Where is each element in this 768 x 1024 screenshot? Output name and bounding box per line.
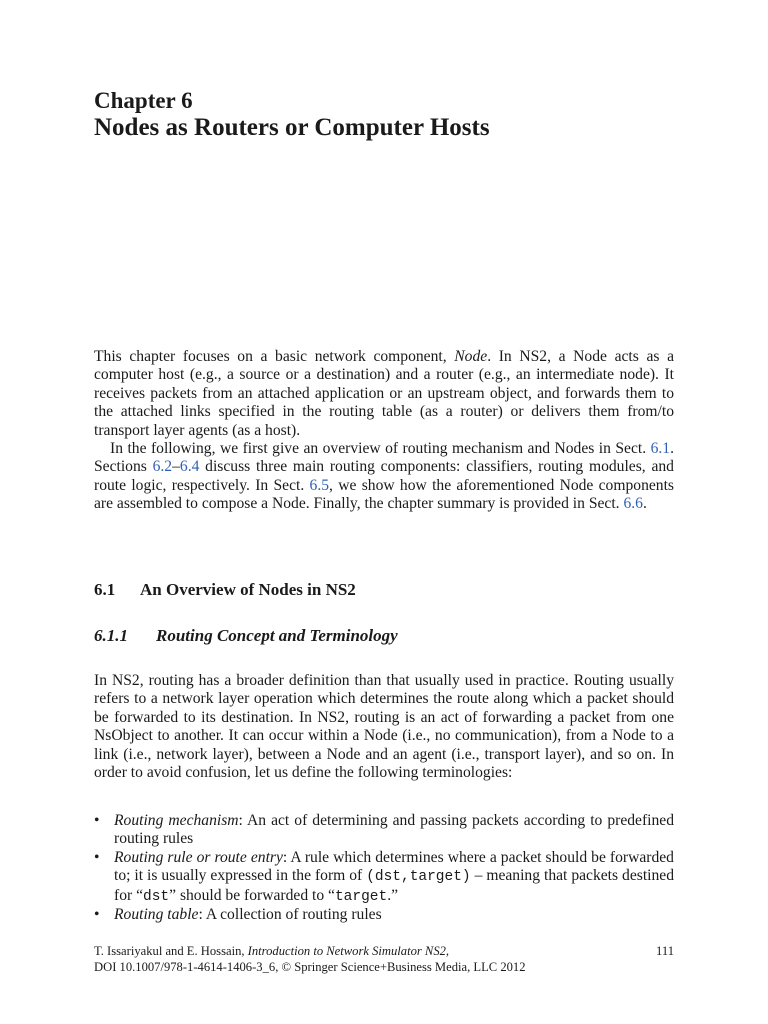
page-footer	[94, 944, 674, 975]
chapter-label: Chapter 6	[94, 88, 193, 113]
definition: ” should be forwarded to “	[169, 886, 335, 904]
code-dst-target: (dst,target)	[366, 869, 471, 886]
subsection-number: 6.1.1	[94, 626, 128, 645]
footer-punctuation: ,	[445, 944, 450, 958]
term: Routing mechanism	[114, 812, 239, 829]
list-item	[94, 812, 674, 849]
routing-section	[94, 672, 674, 782]
section-title: An Overview of Nodes in NS2	[140, 580, 356, 599]
intro-text: , we show how the aforementioned Node components are assembled to compose a Node. Finally, the chapter summary is provided in Sect.	[94, 476, 674, 513]
bullet-icon: •	[94, 812, 100, 829]
intro-paragraph-1	[94, 348, 674, 440]
definition: : A rule which determines where a packet should be forwarded to; it is usually expressed in the form of	[114, 848, 674, 885]
section-heading-6-1	[94, 580, 356, 600]
section-link-6-4[interactable]: 6.4	[179, 458, 200, 476]
section-link-6-2[interactable]: 6.2	[152, 458, 173, 476]
term: Routing table	[114, 906, 199, 924]
definition: : An act of determining and passing packets according to predefined routing rules	[114, 812, 674, 848]
page-number: 111	[656, 944, 674, 958]
definition: – meaning that packets destined for “	[114, 867, 675, 904]
footer-doi: DOI 10.1007/978-1-4614-1406-3_6, © Springer Science+Business Media, LLC 2012	[94, 959, 526, 974]
footer-authors: T. Issariyakul and E. Hossain,	[94, 944, 248, 958]
bullet-icon: •	[94, 848, 100, 866]
subsection-heading-6-1-1	[94, 626, 398, 646]
node-emphasis: Node	[454, 348, 488, 365]
section-link-6-1[interactable]: 6.1	[650, 440, 671, 458]
chapter-title: Nodes as Routers or Computer Hosts	[94, 114, 490, 141]
intro-text: In the following, we first give an overview of routing mechanism and Nodes in Sect.	[110, 440, 651, 458]
section-link-6-5[interactable]: 6.5	[309, 476, 330, 494]
footer-book-title: Introduction to Network Simulator NS2	[247, 944, 446, 958]
routing-paragraph: In NS2, routing has a broader definition than that usually used in practice. Routing usually refers to a network layer operation which determines the route along which a packet should be forwarded to its destination. In NS2, routing is an act of forwarding a packet from one NsObject to another. It can occur within a Node (i.e., no communication), from a Node to a link (i.e., network layer), between a Node and an agent (i.e., transport layer), and so on. In order to avoid confusion, let us define the following terminologies:	[94, 672, 674, 782]
footer-citation	[94, 944, 674, 960]
code-dst: dst	[143, 888, 170, 905]
list-item	[94, 849, 674, 906]
intro-text: discuss three main routing components: classifiers, routing modules, and route logic, respectively. In Sect.	[94, 458, 674, 494]
intro-section	[94, 348, 674, 514]
intro-text: This chapter focuses on a basic network component,	[94, 348, 455, 365]
definition: .”	[387, 886, 399, 904]
list-item	[94, 906, 674, 924]
bullet-icon: •	[94, 906, 100, 924]
code-target: target	[334, 888, 388, 905]
intro-paragraph-2	[94, 440, 674, 514]
section-link-6-6[interactable]: 6.6	[623, 495, 643, 513]
definition: : A collection of routing rules	[198, 906, 382, 924]
term: Routing rule or route entry	[114, 848, 283, 866]
intro-text: . In NS2, a Node acts as a computer host (e.g., a source or a destination) and a router (e.g., an intermediate node). It receives packets from an attached application or an upstream object, and forwards them to the attached links specified in the routing table (as a router) or delivers them from/to transport layer agents (as a host).	[94, 348, 674, 439]
intro-text: .	[642, 495, 647, 513]
terminology-list	[94, 812, 674, 924]
subsection-title: Routing Concept and Terminology	[156, 626, 398, 645]
section-number: 6.1	[94, 580, 116, 599]
intro-text: . Sections	[94, 440, 674, 476]
range-dash: –	[172, 458, 180, 476]
